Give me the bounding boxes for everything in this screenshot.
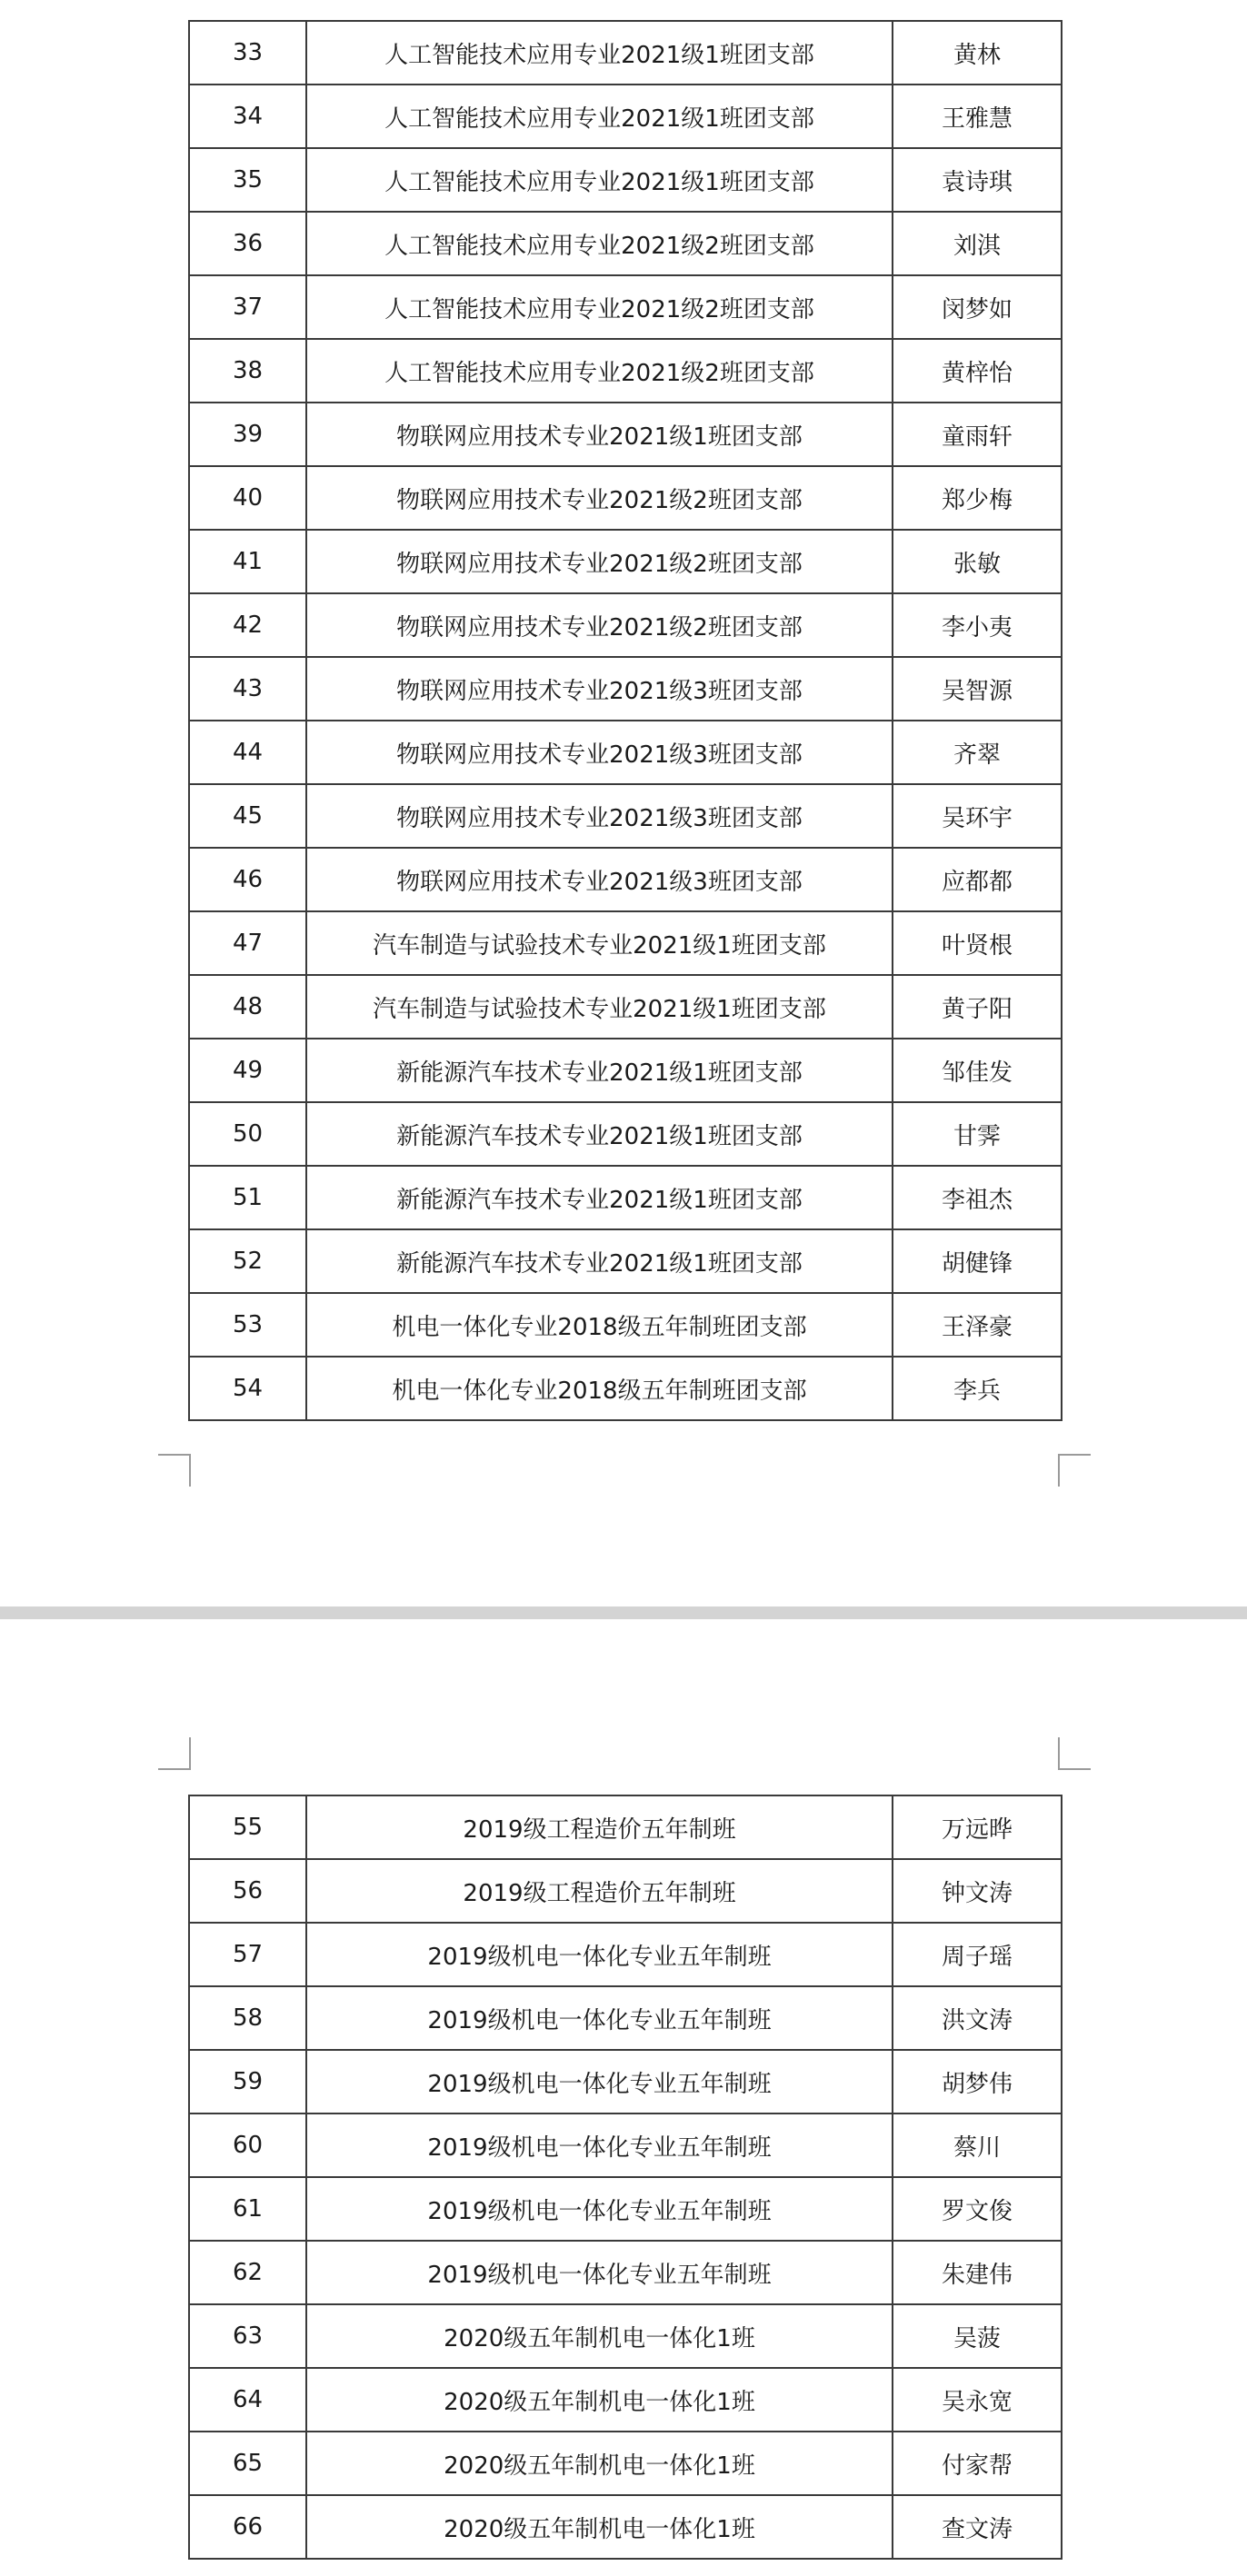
row-number-cell: 54 — [189, 1357, 306, 1420]
table-row — [189, 1166, 1062, 1229]
branch-name-cell: 2019级工程造价五年制班 — [306, 1795, 893, 1859]
branch-name-cell: 2019级工程造价五年制班 — [306, 1859, 893, 1923]
branch-name-cell: 物联网应用技术专业2021级1班团支部 — [306, 403, 893, 466]
member-name-cell: 蔡川 — [893, 2114, 1062, 2177]
branch-name-cell: 2019级机电一体化专业五年制班 — [306, 2177, 893, 2241]
table-row — [189, 593, 1062, 657]
member-name-cell: 黄梓怡 — [893, 339, 1062, 403]
branch-name-cell: 物联网应用技术专业2021级3班团支部 — [306, 657, 893, 721]
row-number-cell: 41 — [189, 530, 306, 593]
branch-name-cell: 人工智能技术应用专业2021级1班团支部 — [306, 21, 893, 85]
branch-name-cell: 人工智能技术应用专业2021级2班团支部 — [306, 275, 893, 339]
crop-mark-bottom-right — [1058, 1454, 1091, 1487]
table-row — [189, 1039, 1062, 1102]
table-row — [189, 403, 1062, 466]
table-row — [189, 975, 1062, 1039]
member-name-cell: 吴环宇 — [893, 784, 1062, 848]
row-number-cell: 37 — [189, 275, 306, 339]
member-name-cell: 吴菠 — [893, 2304, 1062, 2368]
member-name-cell: 万远晔 — [893, 1795, 1062, 1859]
member-name-cell: 黄子阳 — [893, 975, 1062, 1039]
document-page-2 — [0, 1619, 1247, 2576]
row-number-cell: 63 — [189, 2304, 306, 2368]
row-number-cell: 42 — [189, 593, 306, 657]
table-row — [189, 2368, 1062, 2432]
row-number-cell: 35 — [189, 148, 306, 212]
member-name-cell: 付家帮 — [893, 2432, 1062, 2495]
row-number-cell: 49 — [189, 1039, 306, 1102]
member-name-cell: 邹佳发 — [893, 1039, 1062, 1102]
row-number-cell: 61 — [189, 2177, 306, 2241]
roster-table-body — [189, 1795, 1062, 2559]
member-name-cell: 李小夷 — [893, 593, 1062, 657]
branch-name-cell: 机电一体化专业2018级五年制班团支部 — [306, 1293, 893, 1357]
member-name-cell: 查文涛 — [893, 2495, 1062, 2559]
table-row — [189, 2050, 1062, 2114]
table-row — [189, 721, 1062, 784]
member-name-cell: 刘淇 — [893, 212, 1062, 275]
branch-name-cell: 2019级机电一体化专业五年制班 — [306, 2050, 893, 2114]
table-row — [189, 2177, 1062, 2241]
member-name-cell: 闵梦如 — [893, 275, 1062, 339]
branch-name-cell: 人工智能技术应用专业2021级1班团支部 — [306, 85, 893, 148]
branch-name-cell: 汽车制造与试验技术专业2021级1班团支部 — [306, 911, 893, 975]
member-name-cell: 童雨轩 — [893, 403, 1062, 466]
branch-name-cell: 人工智能技术应用专业2021级1班团支部 — [306, 148, 893, 212]
row-number-cell: 58 — [189, 1986, 306, 2050]
branch-name-cell: 物联网应用技术专业2021级3班团支部 — [306, 784, 893, 848]
roster-table-page-1 — [188, 20, 1062, 1421]
roster-table-page-2 — [188, 1795, 1062, 2560]
branch-name-cell: 2019级机电一体化专业五年制班 — [306, 2241, 893, 2304]
roster-table-body — [189, 21, 1062, 1420]
branch-name-cell: 新能源汽车技术专业2021级1班团支部 — [306, 1166, 893, 1229]
page-separator — [0, 1606, 1247, 1619]
table-row — [189, 657, 1062, 721]
branch-name-cell: 机电一体化专业2018级五年制班团支部 — [306, 1357, 893, 1420]
member-name-cell: 吴智源 — [893, 657, 1062, 721]
row-number-cell: 43 — [189, 657, 306, 721]
row-number-cell: 36 — [189, 212, 306, 275]
table-row — [189, 2495, 1062, 2559]
member-name-cell: 黄林 — [893, 21, 1062, 85]
row-number-cell: 62 — [189, 2241, 306, 2304]
branch-name-cell: 新能源汽车技术专业2021级1班团支部 — [306, 1039, 893, 1102]
branch-name-cell: 人工智能技术应用专业2021级2班团支部 — [306, 212, 893, 275]
branch-name-cell: 2020级五年制机电一体化1班 — [306, 2432, 893, 2495]
table-row — [189, 1923, 1062, 1986]
row-number-cell: 66 — [189, 2495, 306, 2559]
row-number-cell: 59 — [189, 2050, 306, 2114]
row-number-cell: 33 — [189, 21, 306, 85]
row-number-cell: 45 — [189, 784, 306, 848]
member-name-cell: 应都都 — [893, 848, 1062, 911]
table-row — [189, 784, 1062, 848]
table-row — [189, 1357, 1062, 1420]
branch-name-cell: 2019级机电一体化专业五年制班 — [306, 1986, 893, 2050]
member-name-cell: 周子瑶 — [893, 1923, 1062, 1986]
row-number-cell: 40 — [189, 466, 306, 530]
table-row — [189, 21, 1062, 85]
crop-mark-top-right — [1058, 1737, 1091, 1770]
member-name-cell: 吴永宽 — [893, 2368, 1062, 2432]
branch-name-cell: 汽车制造与试验技术专业2021级1班团支部 — [306, 975, 893, 1039]
crop-mark-bottom-left — [158, 1454, 191, 1487]
row-number-cell: 57 — [189, 1923, 306, 1986]
member-name-cell: 王雅慧 — [893, 85, 1062, 148]
row-number-cell: 39 — [189, 403, 306, 466]
table-row — [189, 466, 1062, 530]
member-name-cell: 张敏 — [893, 530, 1062, 593]
branch-name-cell: 人工智能技术应用专业2021级2班团支部 — [306, 339, 893, 403]
member-name-cell: 王泽豪 — [893, 1293, 1062, 1357]
row-number-cell: 44 — [189, 721, 306, 784]
branch-name-cell: 物联网应用技术专业2021级2班团支部 — [306, 530, 893, 593]
table-row — [189, 1293, 1062, 1357]
table-row — [189, 2241, 1062, 2304]
branch-name-cell: 物联网应用技术专业2021级3班团支部 — [306, 848, 893, 911]
table-row — [189, 530, 1062, 593]
member-name-cell: 甘霁 — [893, 1102, 1062, 1166]
member-name-cell: 朱建伟 — [893, 2241, 1062, 2304]
branch-name-cell: 2019级机电一体化专业五年制班 — [306, 1923, 893, 1986]
member-name-cell: 袁诗琪 — [893, 148, 1062, 212]
member-name-cell: 罗文俊 — [893, 2177, 1062, 2241]
table-row — [189, 275, 1062, 339]
table-row — [189, 2114, 1062, 2177]
table-row — [189, 148, 1062, 212]
branch-name-cell: 物联网应用技术专业2021级2班团支部 — [306, 593, 893, 657]
table-row — [189, 1986, 1062, 2050]
member-name-cell: 胡健锋 — [893, 1229, 1062, 1293]
member-name-cell: 钟文涛 — [893, 1859, 1062, 1923]
row-number-cell: 50 — [189, 1102, 306, 1166]
row-number-cell: 47 — [189, 911, 306, 975]
member-name-cell: 郑少梅 — [893, 466, 1062, 530]
branch-name-cell: 2020级五年制机电一体化1班 — [306, 2495, 893, 2559]
row-number-cell: 51 — [189, 1166, 306, 1229]
table-row — [189, 911, 1062, 975]
branch-name-cell: 物联网应用技术专业2021级2班团支部 — [306, 466, 893, 530]
table-row — [189, 1229, 1062, 1293]
row-number-cell: 34 — [189, 85, 306, 148]
row-number-cell: 65 — [189, 2432, 306, 2495]
branch-name-cell: 2020级五年制机电一体化1班 — [306, 2304, 893, 2368]
crop-mark-top-left — [158, 1737, 191, 1770]
table-row — [189, 212, 1062, 275]
row-number-cell: 46 — [189, 848, 306, 911]
member-name-cell: 胡梦伟 — [893, 2050, 1062, 2114]
branch-name-cell: 物联网应用技术专业2021级3班团支部 — [306, 721, 893, 784]
branch-name-cell: 新能源汽车技术专业2021级1班团支部 — [306, 1229, 893, 1293]
row-number-cell: 52 — [189, 1229, 306, 1293]
table-row — [189, 339, 1062, 403]
table-row — [189, 85, 1062, 148]
table-row — [189, 1102, 1062, 1166]
member-name-cell: 李兵 — [893, 1357, 1062, 1420]
row-number-cell: 38 — [189, 339, 306, 403]
row-number-cell: 48 — [189, 975, 306, 1039]
member-name-cell: 齐翠 — [893, 721, 1062, 784]
branch-name-cell: 新能源汽车技术专业2021级1班团支部 — [306, 1102, 893, 1166]
table-row — [189, 1859, 1062, 1923]
row-number-cell: 55 — [189, 1795, 306, 1859]
table-row — [189, 1795, 1062, 1859]
member-name-cell: 李祖杰 — [893, 1166, 1062, 1229]
table-row — [189, 848, 1062, 911]
branch-name-cell: 2019级机电一体化专业五年制班 — [306, 2114, 893, 2177]
table-row — [189, 2304, 1062, 2368]
row-number-cell: 60 — [189, 2114, 306, 2177]
table-row — [189, 2432, 1062, 2495]
row-number-cell: 53 — [189, 1293, 306, 1357]
row-number-cell: 64 — [189, 2368, 306, 2432]
member-name-cell: 洪文涛 — [893, 1986, 1062, 2050]
branch-name-cell: 2020级五年制机电一体化1班 — [306, 2368, 893, 2432]
row-number-cell: 56 — [189, 1859, 306, 1923]
member-name-cell: 叶贤根 — [893, 911, 1062, 975]
